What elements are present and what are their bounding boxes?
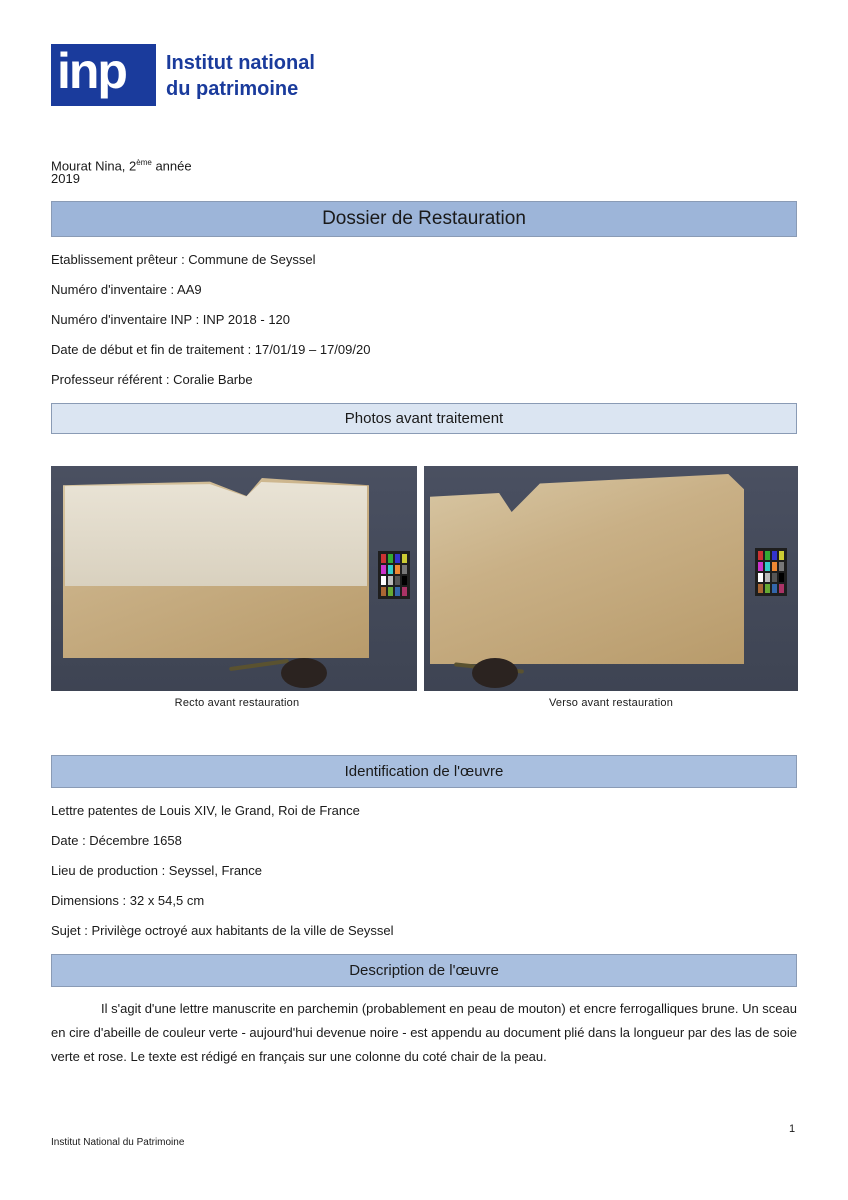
color-chart-icon [755,548,787,596]
field-professor: Professeur référent : Coralie Barbe [51,372,253,387]
seal-icon [472,658,518,688]
page-number: 1 [789,1123,796,1135]
field-lender: Etablissement prêteur : Commune de Seyssel [51,252,316,267]
footer-institution: Institut National du Patrimoine [51,1137,185,1148]
document-title: Dossier de Restauration [51,201,797,237]
logo-mark: inp [57,43,126,99]
verso-photo [424,466,798,691]
verso-caption: Verso avant restauration [548,697,674,709]
identification-header: Identification de l'œuvre [51,755,797,788]
identification-item: Date : Décembre 1658 [51,833,182,848]
field-inventory: Numéro d'inventaire : AA9 [51,282,202,297]
recto-photo [51,466,417,691]
logo-line-2: du patrimoine [166,78,299,100]
field-dates: Date de début et fin de traitement : 17/01/19 – 17/09/20 [51,342,371,357]
color-chart-icon [378,551,410,599]
author-year: 2019 [51,171,80,186]
description-header: Description de l'œuvre [51,954,797,987]
author-name: Mourat Nina, 2 [51,158,137,174]
identification-item: Lettre patentes de Louis XIV, le Grand, Roi de France [51,803,360,818]
inp-logo [51,44,156,106]
identification-item: Lieu de production : Seyssel, France [51,863,263,878]
description-paragraph: Il s'agit d'une lettre manuscrite en parchemin (probablement en peau de mouton) et encre ferrogalliques brune. Un sceau en cire d'abeille de couleur verte - aujourd'hui devenue noire - est appendu au document plié dans la longueur par des las de soie verte et rose. Le texte est rédigé en français sur une colonne du coté chair de la peau. [51,1001,797,1064]
identification-item: Sujet : Privilège octroyé aux habitants de la ville de Seyssel [51,923,394,938]
photos-header: Photos avant traitement [51,403,797,434]
field-inventory-inp: Numéro d'inventaire INP : INP 2018 - 120 [51,312,291,327]
identification-item: Dimensions : 32 x 54,5 cm [51,893,205,908]
seal-icon [281,658,327,688]
author-year-suffix: année [151,158,192,174]
recto-caption: Recto avant restauration [174,697,300,709]
description-body [51,997,797,1069]
author-year-sup: ème [136,158,152,167]
logo-line-1: Institut national [166,52,315,74]
